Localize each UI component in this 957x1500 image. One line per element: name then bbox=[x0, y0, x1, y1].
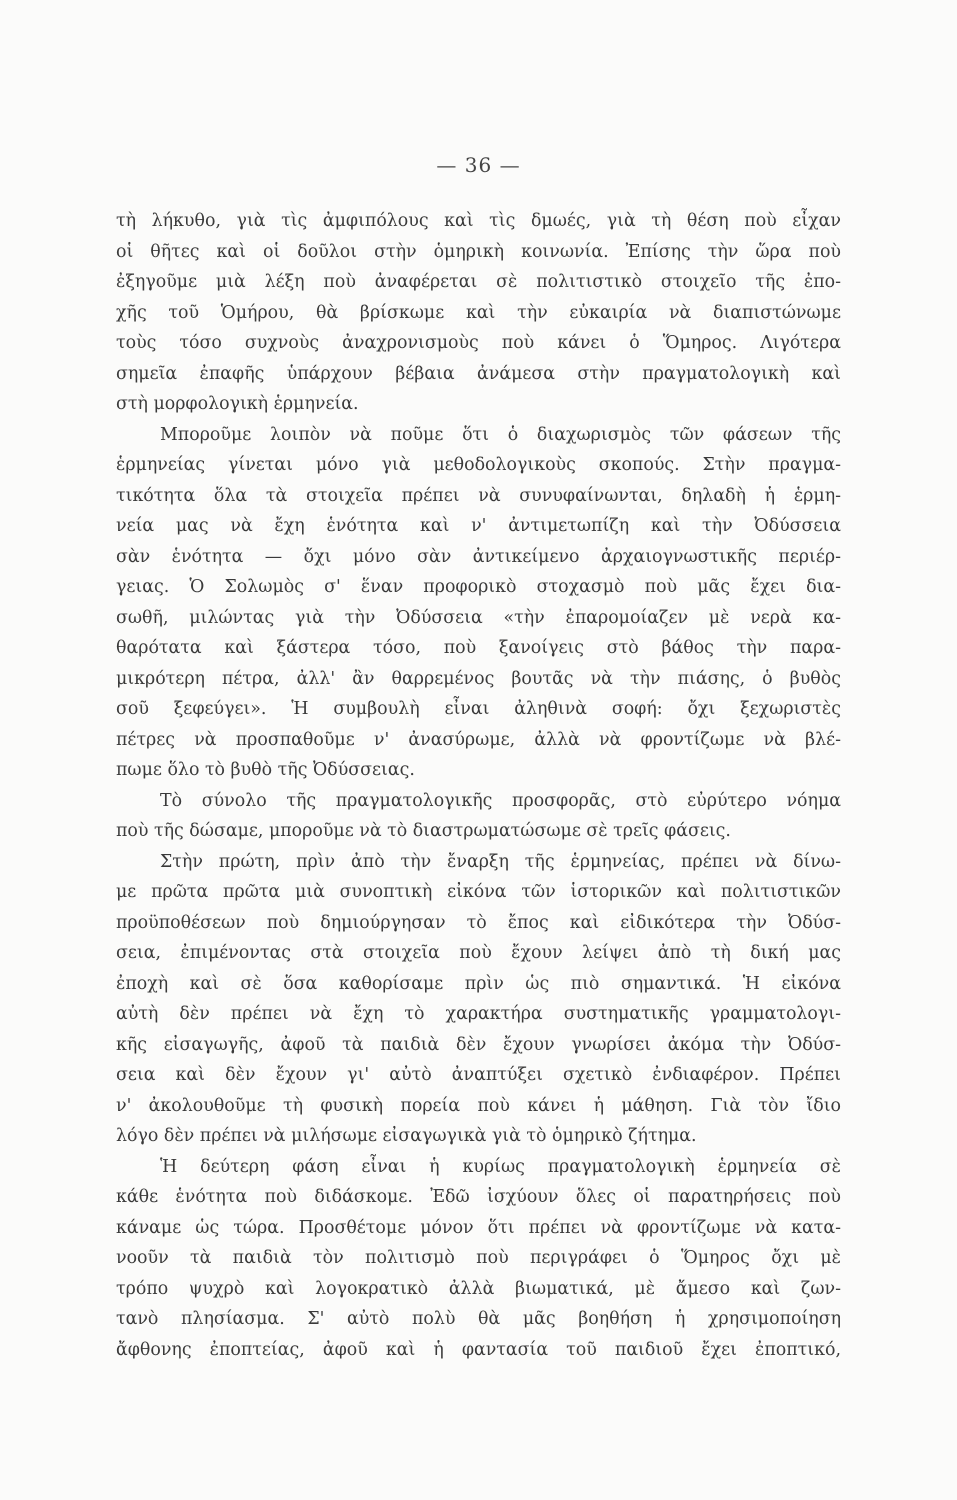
text-line: ἑρμηνείας γίνεται μόνο γιὰ μεθοδολογικοὺς σκοπούς. Στὴν πραγμα- bbox=[116, 455, 841, 475]
body-text bbox=[116, 206, 841, 1365]
text-line: προϋποθέσεων ποὺ δημιούργησαν τὸ ἔπος καὶ εἰδικότερα τὴν Ὀδύσ- bbox=[116, 912, 841, 933]
text-line: γειας. Ὁ Σολωμὸς σ' ἕναν προφορικὸ στοχασμὸ ποὺ μᾶς ἔχει δια- bbox=[116, 577, 841, 597]
text-line: πέτρες νὰ προσπαθοῦμε ν' ἀνασύρωμε, ἀλλὰ νὰ φροντίζωμε νὰ βλέ- bbox=[116, 729, 841, 750]
text-line: σωθῆ, μιλώντας γιὰ τὴν Ὀδύσσεια «τὴν ἐπαρομοίαζεν μὲ νερὰ κα- bbox=[116, 607, 841, 628]
text-line: τικότητα ὅλα τὰ στοιχεῖα πρέπει νὰ συνυφαίνωνται, δηλαδὴ ἡ ἑρμη- bbox=[116, 485, 841, 506]
text-line: ἄφθονης ἐποπτείας, ἀφοῦ καὶ ἡ φαντασία τοῦ παιδιοῦ ἔχει ἐποπτικό, bbox=[116, 1339, 841, 1360]
text-line: στὴ μορφολογικὴ ἑρμηνεία. bbox=[116, 394, 359, 414]
text-line: λόγο δὲν πρέπει νὰ μιλήσωμε εἰσαγωγικὰ γιὰ τὸ ὁμηρικὸ ζήτημα. bbox=[116, 1126, 697, 1146]
text-line: σὰν ἑνότητα — ὄχι μόνο σὰν ἀντικείμενο ἀρχαιογνωστικῆς περιέρ- bbox=[116, 546, 841, 567]
text-line: ἐξηγοῦμε μιὰ λέξη ποὺ ἀναφέρεται σὲ πολιτιστικὸ στοιχεῖο τῆς ἐπο- bbox=[116, 272, 841, 292]
text-line: ποὺ τῆς δώσαμε, μποροῦμε νὰ τὸ διαστρωματώσωμε σὲ τρεῖς φάσεις. bbox=[116, 821, 731, 841]
text-line: θαρότατα καὶ ξάστερα τόσο, ποὺ ξανοίγεις στὸ βάθος τὴν παρα- bbox=[116, 638, 841, 658]
text-line: ἐποχὴ καὶ σὲ ὅσα καθορίσαμε πρὶν ὡς πιὸ σημαντικά. Ἡ εἰκόνα bbox=[116, 973, 841, 994]
text-line: τρόπο ψυχρὸ καὶ λογοκρατικὸ ἀλλὰ βιωματικά, μὲ ἄμεσο καὶ ζων- bbox=[116, 1278, 841, 1299]
text-line: ν' ἀκολουθοῦμε τὴ φυσικὴ πορεία ποὺ κάνει ἡ μάθηση. Γιὰ τὸν ἴδιο bbox=[116, 1095, 841, 1116]
text-line: πωμε ὅλο τὸ βυθὸ τῆς Ὀδύσσειας. bbox=[116, 760, 415, 780]
text-line: τανὸ πλησίασμα. Σ' αὐτὸ πολὺ θὰ μᾶς βοηθήση ἡ χρησιμοποίηση bbox=[116, 1309, 841, 1329]
text-line: Ἡ δεύτερη φάση εἶναι ἡ κυρίως πραγματολογικὴ ἑρμηνεία σὲ bbox=[160, 1156, 841, 1177]
text-line: Μποροῦμε λοιπὸν νὰ ποῦμε ὅτι ὁ διαχωρισμὸς τῶν φάσεων τῆς bbox=[160, 424, 841, 445]
text-line: τοὺς τόσο συχνοὺς ἀναχρονισμοὺς ποὺ κάνει ὁ Ὅμηρος. Λιγότερα bbox=[116, 333, 841, 353]
text-line: μικρότερη πέτρα, ἀλλ' ἂν θαρρεμένος βουτᾶς νὰ τὴν πιάσης, ὁ βυθὸς bbox=[116, 668, 841, 689]
text-line: σεια, ἐπιμένοντας στὰ στοιχεῖα ποὺ ἔχουν λείψει ἀπὸ τὴ δική μας bbox=[116, 943, 841, 963]
text-line: κῆς εἰσαγωγῆς, ἀφοῦ τὰ παιδιὰ δὲν ἔχουν γνωρίσει ἀκόμα τὴν Ὀδύσ- bbox=[116, 1034, 841, 1055]
text-line: τὴ λήκυθο, γιὰ τὶς ἀμφιπόλους καὶ τὶς δμωές, γιὰ τὴ θέση ποὺ εἶχαν bbox=[116, 211, 841, 231]
text-line: με πρῶτα πρῶτα μιὰ συνοπτικὴ εἰκόνα τῶν ἱστορικῶν καὶ πολιτιστικῶν bbox=[116, 882, 841, 902]
text-line: οἱ θῆτες καὶ οἱ δοῦλοι στὴν ὁμηρικὴ κοινωνία. Ἐπίσης τὴν ὥρα ποὺ bbox=[116, 241, 841, 262]
text-line: σεια καὶ δὲν ἔχουν γι' αὐτὸ ἀναπτύξει σχετικὸ ἐνδιαφέρον. Πρέπει bbox=[116, 1065, 841, 1085]
page-number: — 36 — bbox=[436, 153, 521, 177]
text-line: νεία μας νὰ ἔχη ἑνότητα καὶ ν' ἀντιμετωπίζη καὶ τὴν Ὀδύσσεια bbox=[116, 516, 841, 536]
text-line: Στὴν πρώτη, πρὶν ἀπὸ τὴν ἔναρξη τῆς ἑρμηνείας, πρέπει νὰ δίνω- bbox=[160, 851, 841, 872]
text-line: κάθε ἑνότητα ποὺ διδάσκομε. Ἐδῶ ἰσχύουν ὅλες οἱ παρατηρήσεις ποὺ bbox=[116, 1187, 841, 1207]
text-line: Τὸ σύνολο τῆς πραγματολογικῆς προσφορᾶς, στὸ εὐρύτερο νόημα bbox=[160, 790, 841, 811]
text-line: σοῦ ξεφεύγει». Ἡ συμβουλὴ εἶναι ἀληθινὰ σοφή: ὄχι ξεχωριστὲς bbox=[116, 699, 841, 719]
text-line: κάναμε ὡς τώρα. Προσθέτομε μόνον ὅτι πρέπει νὰ φροντίζωμε νὰ κατα- bbox=[116, 1217, 841, 1238]
text-line: αὐτὴ δὲν πρέπει νὰ ἔχη τὸ χαρακτήρα συστηματικῆς γραμματολογι- bbox=[116, 1004, 841, 1024]
text-line: νοοῦν τὰ παιδιὰ τὸν πολιτισμὸ ποὺ περιγράφει ὁ Ὅμηρος ὄχι μὲ bbox=[116, 1248, 841, 1268]
text-line: χῆς τοῦ Ὁμήρου, θὰ βρίσκωμε καὶ τὴν εὐκαιρία νὰ διαπιστώνωμε bbox=[116, 302, 841, 323]
text-line: σημεῖα ἐπαφῆς ὑπάρχουν βέβαια ἀνάμεσα στὴν πραγματολογικὴ καὶ bbox=[116, 363, 841, 384]
